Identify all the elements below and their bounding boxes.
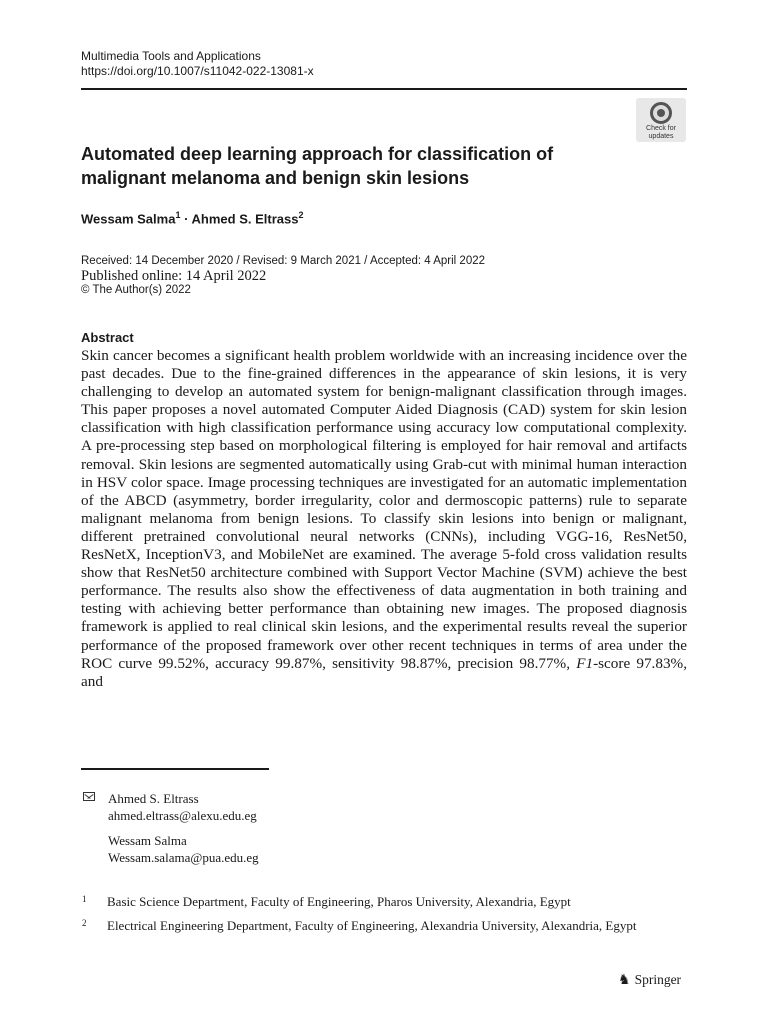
abstract-body [81, 347, 687, 691]
header-rule [81, 88, 687, 90]
contact-1-email[interactable]: ahmed.eltrass@alexu.edu.eg [108, 808, 257, 823]
badge-line-2: updates [648, 133, 674, 140]
author-2-affiliation: 2 [298, 210, 304, 220]
author-2-name[interactable]: Ahmed S. Eltrass [191, 211, 299, 227]
footnote-rule [81, 768, 269, 770]
envelope-icon [83, 792, 95, 801]
contact-1 [108, 790, 257, 824]
springer-horse-icon: ♞ [618, 973, 631, 988]
abstract-text-part-2: -score 97.83%, and [81, 654, 687, 690]
contact-1-name: Ahmed S. Eltrass [108, 791, 199, 806]
published-online: Published online: 14 April 2022 [81, 268, 267, 284]
affiliation-1: Basic Science Department, Faculty of Engineering, Pharos University, Alexandria, Egypt [107, 894, 571, 909]
author-separator: · [180, 211, 192, 227]
check-updates-icon [650, 102, 672, 124]
paper-title: Automated deep learning approach for classification of malignant melanoma and benign skin lesions [81, 144, 554, 188]
author-list [81, 210, 303, 226]
doi-link[interactable]: https://doi.org/10.1007/s11042-022-13081-x [81, 64, 314, 78]
copyright-line: © The Author(s) 2022 [81, 284, 191, 296]
submission-dates: Received: 14 December 2020 / Revised: 9 March 2021 / Accepted: 4 April 2022 [81, 255, 486, 267]
abstract-text-part-1: Skin cancer becomes a significant health problem worldwide with an increasing incidence over the past decades. Due to the fine-grained differences in the appearance of skin lesions, it is very challenging to develop an automated system for benign-malignant classification through images. This paper proposes a novel automated Computer Aided Diagnosis (CAD) system for skin lesion classification with high classification performance using accuracy low computational complexity. A pre-processing step based on morphological filtering is employed for hair removal and artifacts removal. Skin lesions are segmented automatically using Grab-cut with minimal human interaction in HSV color space. Image processing techniques are investigated for an automatic implementation of the ABCD (asymmetry, border irregularity, color and dermoscopic patterns) rule to separate malignant melanoma from benign lesions. To classify skin lesions into benign or malignant, different pretrained convolutional neural networks (CNNs), including VGG-16, ResNet50, ResNetX, InceptionV3, and MobileNet are examined. The average 5-fold cross validation results show that ResNet50 architecture combined with Support Vector Machine (SVM) achieve the best performance. The results also show the effectiveness of data augmentation in both training and testing with achieving better performance than obtaining new images. The proposed diagnosis framework is applied to real clinical skin lesions, and the experimental results reveal the superior performance of the proposed framework over other recent techniques in terms of area under the ROC curve 99.52%, accuracy 99.87%, sensitivity 98.87%, precision 98.77%, [81, 347, 687, 672]
journal-name: Multimedia Tools and Applications [81, 49, 261, 63]
affiliation-2: Electrical Engineering Department, Faculty of Engineering, Alexandria University, Alexandria, Egypt [107, 918, 637, 933]
check-for-updates-badge[interactable] [636, 98, 686, 142]
abstract-heading: Abstract [81, 330, 134, 345]
affiliation-1-number: 1 [82, 894, 87, 904]
contact-2 [108, 832, 259, 866]
contact-2-name: Wessam Salma [108, 833, 187, 848]
publisher-name: Springer [634, 972, 682, 987]
publisher-logo[interactable] [618, 972, 681, 989]
affiliation-2-number: 2 [82, 918, 87, 928]
contact-2-email[interactable]: Wessam.salama@pua.edu.eg [108, 850, 259, 865]
abstract-italic-f1: F1 [576, 654, 594, 672]
badge-line-1: Check for [646, 125, 676, 132]
author-1-affiliation: 1 [175, 210, 181, 220]
journal-header [81, 49, 314, 79]
author-1-name[interactable]: Wessam Salma [81, 211, 176, 227]
